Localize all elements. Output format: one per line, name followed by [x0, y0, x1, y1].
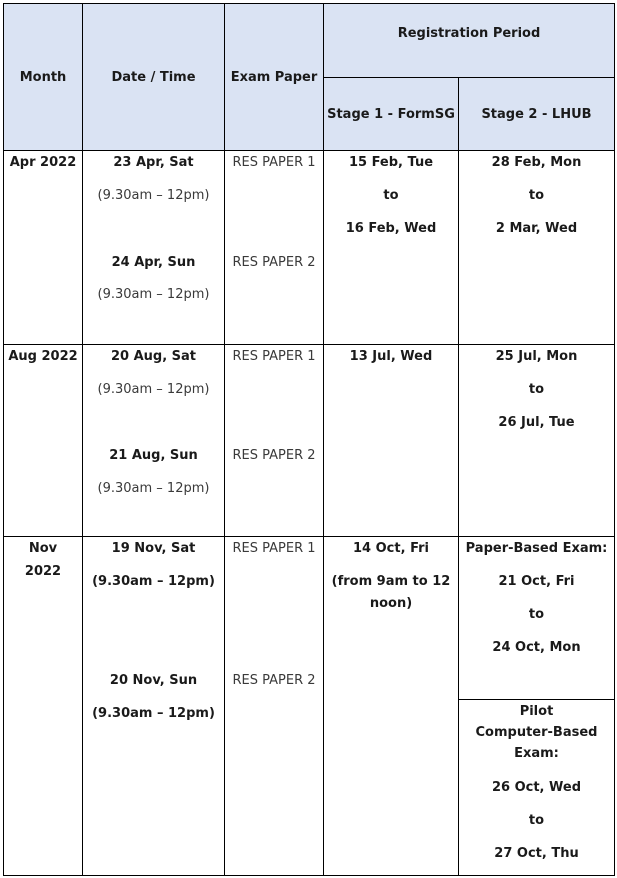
header-registration-period [323, 3, 615, 78]
stage2-exam-type: Computer-Based [475, 725, 598, 740]
header-month-label: Month [19, 69, 67, 85]
exam-date: 20 Nov, Sun [109, 673, 198, 688]
stage2-date: 25 Jul, Mon [495, 349, 578, 364]
row-nov-date-time [82, 536, 225, 876]
row-nov-stage2-computer-based [458, 699, 615, 876]
exam-time: (9.30am – 12pm) [92, 706, 215, 721]
stage1-date: 16 Feb, Wed [345, 221, 437, 236]
exam-time: (9.30am – 12pm) [97, 382, 210, 397]
exam-time: (9.30am – 12pm) [97, 481, 210, 496]
stage2-date: 24 Oct, Mon [492, 640, 581, 655]
row-nov-exam-paper [224, 536, 324, 876]
row-aug-month [3, 344, 83, 537]
row-apr-date-time [82, 150, 225, 345]
header-stage2-label: Stage 2 - LHUB [481, 106, 592, 122]
stage2-date: 28 Feb, Mon [491, 155, 582, 170]
stage2-exam-type: Pilot [519, 704, 554, 719]
exam-time: (9.30am – 12pm) [97, 188, 210, 203]
stage2-exam-type: Exam: [514, 746, 559, 761]
stage2-exam-type: Paper-Based Exam: [465, 541, 608, 556]
exam-paper: RES PAPER 2 [232, 255, 316, 270]
header-stage2 [458, 77, 615, 151]
row-aug-date-time [82, 344, 225, 537]
stage2-to: to [528, 607, 545, 622]
exam-time: (9.30am – 12pm) [97, 287, 210, 302]
stage2-date: 21 Oct, Fri [498, 574, 575, 589]
row-nov-stage1 [323, 536, 459, 876]
row-apr-exam-paper [224, 150, 324, 345]
stage1-date: 13 Jul, Wed [349, 349, 433, 364]
stage1-date: 15 Feb, Tue [348, 155, 434, 170]
stage1-date: 14 Oct, Fri [353, 541, 429, 556]
exam-paper: RES PAPER 1 [232, 155, 316, 170]
month-label: Nov [28, 541, 58, 556]
row-aug-exam-paper [224, 344, 324, 537]
stage1-note: noon) [369, 596, 413, 611]
row-apr-month [3, 150, 83, 345]
exam-date: 23 Apr, Sat [113, 155, 194, 170]
exam-paper: RES PAPER 1 [232, 349, 316, 364]
row-apr-stage2 [458, 150, 615, 345]
stage2-date: 2 Mar, Wed [495, 221, 578, 236]
header-stage1-label: Stage 1 - FormSG [327, 106, 455, 122]
exam-paper: RES PAPER 2 [232, 448, 316, 463]
exam-time: (9.30am – 12pm) [92, 574, 215, 589]
exam-date: 19 Nov, Sat [111, 541, 196, 556]
month-label: Aug 2022 [8, 349, 78, 364]
stage2-date: 27 Oct, Thu [494, 846, 579, 861]
stage2-to: to [528, 382, 545, 397]
stage2-date: 26 Oct, Wed [491, 780, 582, 795]
exam-paper: RES PAPER 2 [232, 673, 316, 688]
header-exam-paper-label: Exam Paper [230, 69, 318, 85]
stage2-to: to [528, 188, 545, 203]
stage1-to: to [383, 188, 399, 203]
exam-paper: RES PAPER 1 [232, 541, 316, 556]
exam-date: 20 Aug, Sat [110, 349, 197, 364]
row-nov-month [3, 536, 83, 876]
stage2-date: 26 Jul, Tue [498, 415, 575, 430]
header-date-time-label: Date / Time [111, 69, 196, 85]
stage1-note: (from 9am to 12 [331, 574, 451, 589]
row-nov-stage2-paper-based [458, 536, 615, 700]
month-label: 2022 [24, 564, 62, 579]
header-stage1 [323, 77, 459, 151]
header-date-time [82, 3, 225, 151]
stage2-to: to [528, 813, 545, 828]
row-aug-stage2 [458, 344, 615, 537]
exam-date: 21 Aug, Sun [109, 448, 198, 463]
header-registration-period-label: Registration Period [397, 26, 541, 41]
header-exam-paper [224, 3, 324, 151]
exam-date: 24 Apr, Sun [111, 255, 196, 270]
row-apr-stage1 [323, 150, 459, 345]
month-label: Apr 2022 [9, 155, 77, 170]
row-aug-stage1 [323, 344, 459, 537]
header-month [3, 3, 83, 151]
